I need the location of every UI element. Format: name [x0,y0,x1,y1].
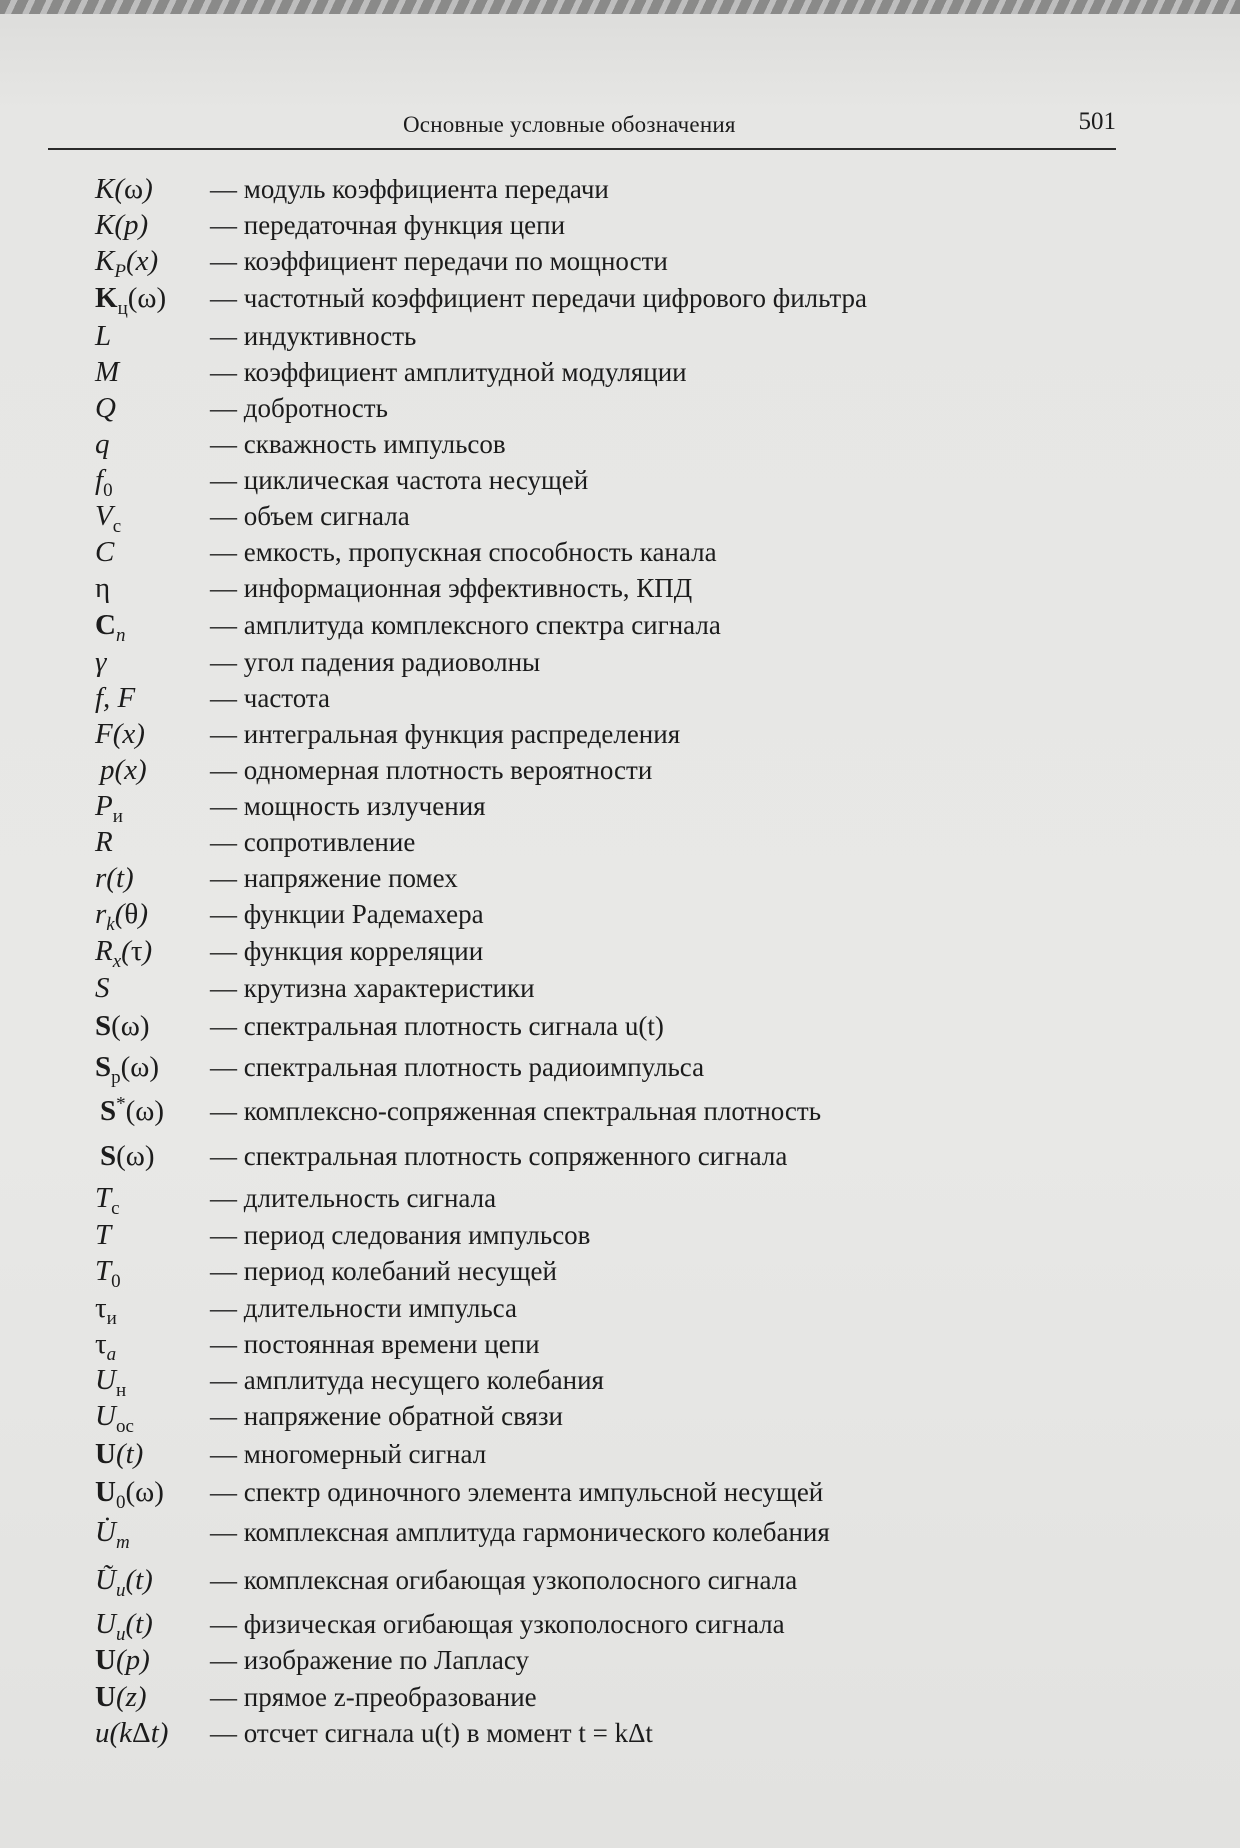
list-item [0,680,1100,716]
symbol: $K_ц(\omega)$ [95,282,167,319]
definition: — мощность излучения [210,791,486,821]
definition: — функции Радемахера [210,899,484,929]
symbol: U(t) [95,1438,144,1470]
list-item [0,1642,1100,1678]
definition: — длительности импульса [210,1293,517,1323]
list-item [0,462,1100,501]
definition: — емкость, пропускная способность канала [210,537,717,567]
definition: — коэффициент амплитудной модуляции [210,357,687,387]
symbol: S(ω) [100,1140,155,1172]
list-item [0,1326,1100,1365]
symbol: $Ũ_u(t)$ [95,1564,153,1601]
list-item [0,607,1100,646]
definition: — прямое z-преобразование [210,1682,537,1712]
definition: — коэффициент передачи по мощности [210,246,668,276]
symbol: $\tau_a$ [95,1328,117,1365]
symbol: q [95,428,110,460]
list-item [0,1474,1100,1513]
definition: — постоянная времени цепи [210,1329,540,1359]
symbol: $K_P(x)$ [95,245,159,282]
symbol: r(t) [95,862,134,894]
list-item [0,1514,1100,1553]
symbol: S(ω) [95,1010,150,1042]
list-item [0,752,1100,788]
definition: — частота [210,683,330,713]
list-item [0,426,1100,462]
list-item [0,1715,1100,1751]
list-item [0,280,1100,319]
symbol: S [95,972,110,1004]
definition: — спектральная плотность сигнала u(t) [210,1011,664,1041]
symbol: C [95,536,115,568]
list-item [0,354,1100,390]
symbol: M [95,356,120,388]
list-item [0,171,1100,207]
symbol: γ [95,646,107,678]
symbol: f, F [95,682,136,714]
symbol: $T_c$ [95,1182,120,1219]
definition: — спектр одиночного элемента импульсной несущей [210,1477,824,1507]
definition: — напряжение обратной связи [210,1401,563,1431]
definition: — интегральная функция распределения [210,719,681,749]
definition: — функция корреляции [210,936,484,966]
definition: — период следования импульсов [210,1220,591,1250]
page-number: 501 [1078,108,1116,135]
symbol: $R_x(\tau)$ [95,935,153,972]
symbol: $C_n$ [95,609,126,646]
symbol: $r_k(\theta)$ [95,898,148,935]
symbol: K(ω) [95,173,153,205]
definition: — длительность сигнала [210,1183,497,1213]
symbol: $\tau_и$ [95,1292,117,1329]
list-item [0,970,1100,1006]
definition: — спектральная плотность сопряженного сигнала [210,1141,788,1171]
definition: — частотный коэффициент передачи цифрового фильтра [210,283,868,313]
definition: — крутизна характеристики [210,973,535,1003]
definition: — индуктивность [210,321,417,351]
list-item [0,1180,1100,1219]
list-item [0,318,1100,354]
list-item [0,1290,1100,1329]
symbol: K(p) [95,209,149,241]
definition: — многомерный сигнал [210,1439,487,1469]
list-item [0,570,1100,606]
definition: — амплитуда комплексного спектра сигнала [210,610,721,640]
list-item [0,896,1100,935]
symbol: $U_{oc}$ [95,1400,134,1437]
symbol: $U_н$ [95,1364,127,1401]
definition: — информационная эффективность, КПД [210,573,693,603]
list-item [0,1049,1100,1088]
list-item [0,1362,1100,1401]
symbol: $T_0$ [95,1255,121,1292]
list-item [0,1138,1100,1174]
definition: — комплексная амплитуда гармонического колебания [210,1517,830,1547]
symbol: η [95,572,111,604]
symbol: $U_0(\omega)$ [95,1476,164,1513]
list-item [0,1436,1100,1472]
symbol: u(kΔt) [95,1717,169,1749]
definition: — сопротивление [210,827,416,857]
list-item [0,1398,1100,1437]
definition: — циклическая частота несущей [210,465,589,495]
definition: — скважность импульсов [210,429,506,459]
symbol: F(x) [95,718,145,750]
definition: — добротность [210,393,388,423]
definition: — объем сигнала [210,501,410,531]
symbol: Q [95,392,116,424]
list-item [0,716,1100,752]
symbol: $f_0$ [95,464,113,501]
definition: — передаточная функция цепи [210,210,566,240]
list-item [0,933,1100,972]
symbol: p(x) [100,754,147,786]
list-item [0,1606,1100,1645]
list-item [0,1253,1100,1292]
symbol: $U̇_m$ [95,1516,130,1553]
definition: — одномерная плотность вероятности [210,755,653,785]
list-item [0,390,1100,426]
list-item [0,644,1100,680]
definition: — напряжение помех [210,863,458,893]
list-item [0,1008,1100,1044]
symbol: U(z) [95,1681,147,1713]
definition: — комплексная огибающая узкополосного сигнала [210,1565,798,1595]
list-item [0,1562,1100,1601]
list-item [0,207,1100,243]
definition: — изображение по Лапласу [210,1645,530,1675]
definition: — модуль коэффициента передачи [210,174,609,204]
running-title: Основные условные обозначения [403,112,736,137]
symbol: $U_u(t)$ [95,1608,153,1645]
list-item [0,1217,1100,1253]
list-item [0,1679,1100,1715]
list-item [0,824,1100,860]
symbol: L [95,320,112,352]
definition: — период колебаний несущей [210,1256,557,1286]
definition: — амплитуда несущего колебания [210,1365,604,1395]
symbol: R [95,826,113,858]
symbol: $P_и$ [95,790,123,827]
symbol: U(p) [95,1644,150,1676]
list-item [0,498,1100,537]
list-item [0,1093,1100,1129]
list-item [0,534,1100,570]
definition: — отсчет сигнала u(t) в момент t = kΔt [210,1718,653,1748]
symbol: T [95,1219,112,1251]
list-item [0,243,1100,282]
symbol: $S_р(\omega)$ [95,1051,160,1088]
list-item [0,860,1100,896]
definition: — спектральная плотность радиоимпульса [210,1052,705,1082]
definition: — комплексно-сопряженная спектральная плотность [210,1096,822,1126]
definition: — угол падения радиоволны [210,647,541,677]
list-item [0,788,1100,827]
definition: — физическая огибающая узкополосного сигнала [210,1609,785,1639]
symbol: $V_c$ [95,500,122,537]
symbol: S*(ω) [100,1093,165,1127]
